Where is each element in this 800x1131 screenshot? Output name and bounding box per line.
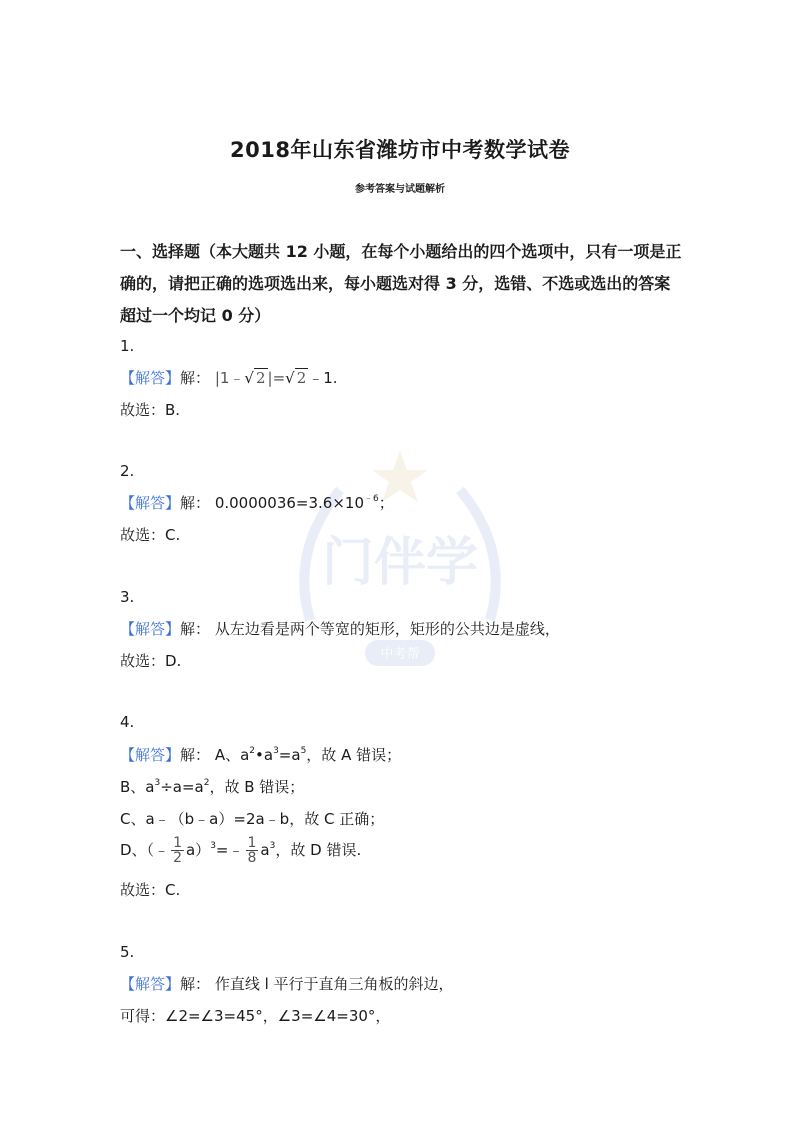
answer-line	[120, 618, 560, 639]
exponent: 5	[300, 746, 307, 756]
radicand: 2	[296, 369, 307, 387]
question-number: 4.	[120, 713, 135, 731]
answer-text: 从左边看是两个等宽的矩形，矩形的公共边是虚线，	[214, 620, 560, 638]
math-text: ﹣1.	[308, 369, 338, 387]
exponent: 3	[269, 841, 276, 851]
sqrt-symbol: √ 2	[244, 369, 266, 387]
answer-tag: 【解答】	[120, 975, 181, 993]
watermark-badge: 中考帮	[380, 647, 420, 662]
math-text: |1﹣	[214, 369, 245, 387]
math-text: D、（﹣	[120, 841, 170, 859]
denominator: 2	[173, 850, 182, 866]
jie-label: 解：	[180, 975, 211, 993]
question-number: 2.	[120, 462, 135, 480]
math-text: A、a	[214, 746, 250, 764]
math-text: a）	[185, 841, 211, 859]
numerator: 1	[247, 835, 257, 851]
choice-line: 故选：D.	[120, 652, 182, 670]
math-text: ，故 D 错误.	[275, 841, 362, 859]
question-number: 3.	[120, 588, 135, 606]
answer-tag: 【解答】	[120, 369, 181, 387]
exponent: 3	[273, 746, 279, 756]
answer-line	[120, 776, 304, 797]
fraction	[171, 836, 184, 865]
exponent: 2	[203, 778, 210, 788]
exponent: 2	[249, 746, 256, 756]
fraction	[246, 836, 259, 865]
section-heading: 一、选择题（本大题共 12 小题，在每个小题给出的四个选项中，只有一项是正确的，请把正确的选项选出来，每小题选对得 3 分，选错、不选或选出的答案超过一个均记 0 分）	[120, 242, 682, 325]
question-number: 1.	[120, 337, 135, 355]
answer-line	[120, 744, 401, 765]
choice-line: 故选：C.	[120, 526, 181, 544]
document-title: 2018年山东省潍坊市中考数学试卷	[230, 138, 570, 162]
question-number: 5.	[120, 943, 135, 961]
jie-label: 解：	[180, 369, 211, 387]
sqrt-symbol: √ 2	[285, 369, 307, 387]
math-text: a	[260, 841, 270, 859]
answer-line: C、a﹣（b﹣a）=2a﹣b，故 C 正确；	[120, 810, 385, 828]
math-text: ，故 B 错误；	[209, 778, 305, 796]
denominator: 8	[247, 850, 257, 866]
watermark-logo	[270, 440, 530, 700]
math-text: 0.0000036=3.6×10	[214, 494, 365, 512]
answer-line	[120, 973, 454, 994]
math-text: |=	[267, 369, 286, 387]
answer-line	[120, 367, 338, 388]
exponent: 3	[210, 841, 216, 851]
choice-line: 故选：C.	[120, 881, 181, 899]
answer-line: 可得：∠2=∠3=45°，∠3=∠4=30°，	[120, 1007, 391, 1025]
jie-label: 解：	[180, 494, 211, 512]
answer-text: 作直线 l 平行于直角三角板的斜边，	[214, 975, 454, 993]
exponent: ﹣6	[364, 494, 379, 504]
math-text: ÷a=a	[160, 778, 204, 796]
jie-label: 解：	[180, 746, 211, 764]
math-text: •a	[255, 746, 274, 764]
answer-tag: 【解答】	[120, 746, 181, 764]
document-subtitle: 参考答案与试题解析	[355, 184, 445, 195]
answer-line	[120, 492, 394, 513]
math-text: B、a	[120, 778, 155, 796]
math-text: =﹣	[215, 841, 244, 859]
answer-tag: 【解答】	[120, 620, 181, 638]
radicand: 2	[255, 369, 266, 387]
jie-label: 解：	[180, 620, 211, 638]
watermark-text: 门伴学	[321, 533, 479, 593]
numerator: 1	[173, 835, 182, 851]
math-text: ；	[378, 494, 394, 512]
math-text: ，故 A 错误；	[306, 746, 402, 764]
answer-line	[120, 836, 361, 865]
answer-tag: 【解答】	[120, 494, 181, 512]
math-text: =a	[278, 746, 301, 764]
choice-line: 故选：B.	[120, 401, 181, 419]
exponent: 3	[154, 778, 161, 788]
